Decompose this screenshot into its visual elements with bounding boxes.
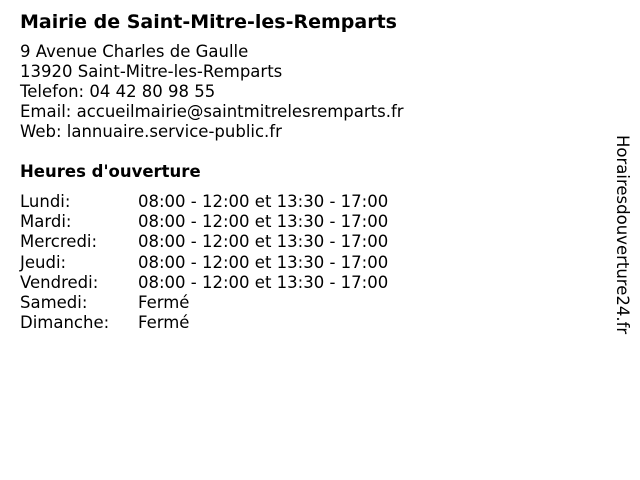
hours-day: Samedi:: [20, 293, 88, 313]
hours-day: Dimanche:: [20, 313, 110, 333]
office-title: Mairie de Saint-Mitre-les-Remparts: [20, 11, 397, 33]
address-line-2: 13920 Saint-Mitre-les-Remparts: [20, 62, 283, 81]
hours-time: 08:00 - 12:00 et 13:30 - 17:00: [138, 192, 389, 211]
hours-time: 08:00 - 12:00 et 13:30 - 17:00: [138, 212, 389, 232]
web-line: Web: lannuaire.service-public.fr: [20, 122, 282, 141]
hours-day: Mardi:: [20, 212, 72, 232]
hours-time: 08:00 - 12:00 et 13:30 - 17:00: [138, 272, 389, 292]
hours-table: [20, 192, 590, 333]
hours-title: Heures d'ouverture: [20, 162, 201, 181]
hours-time: 08:00 - 12:00 et 13:30 - 17:00: [138, 252, 389, 272]
hours-row: [20, 212, 590, 232]
hours-day: Mercredi:: [20, 232, 98, 252]
hours-row: [20, 273, 590, 293]
hours-day: Jeudi:: [20, 252, 67, 272]
brand-watermark: Horairesdouverture24.fr: [613, 135, 632, 335]
office-card: [20, 10, 590, 333]
hours-row: [20, 293, 590, 313]
hours-row: [20, 313, 590, 333]
hours-row: [20, 192, 590, 212]
hours-row: [20, 232, 590, 252]
hours-time: Fermé: [138, 293, 190, 313]
email-line: Email: accueilmairie@saintmitrelesremparts.fr: [20, 102, 404, 121]
phone-line: Telefon: 04 42 80 98 55: [20, 82, 216, 101]
address-line-1: 9 Avenue Charles de Gaulle: [20, 42, 249, 61]
hours-time: Fermé: [138, 313, 190, 333]
hours-row: [20, 253, 590, 273]
hours-day: Vendredi:: [20, 272, 99, 292]
hours-day: Lundi:: [20, 192, 71, 211]
hours-time: 08:00 - 12:00 et 13:30 - 17:00: [138, 232, 389, 252]
